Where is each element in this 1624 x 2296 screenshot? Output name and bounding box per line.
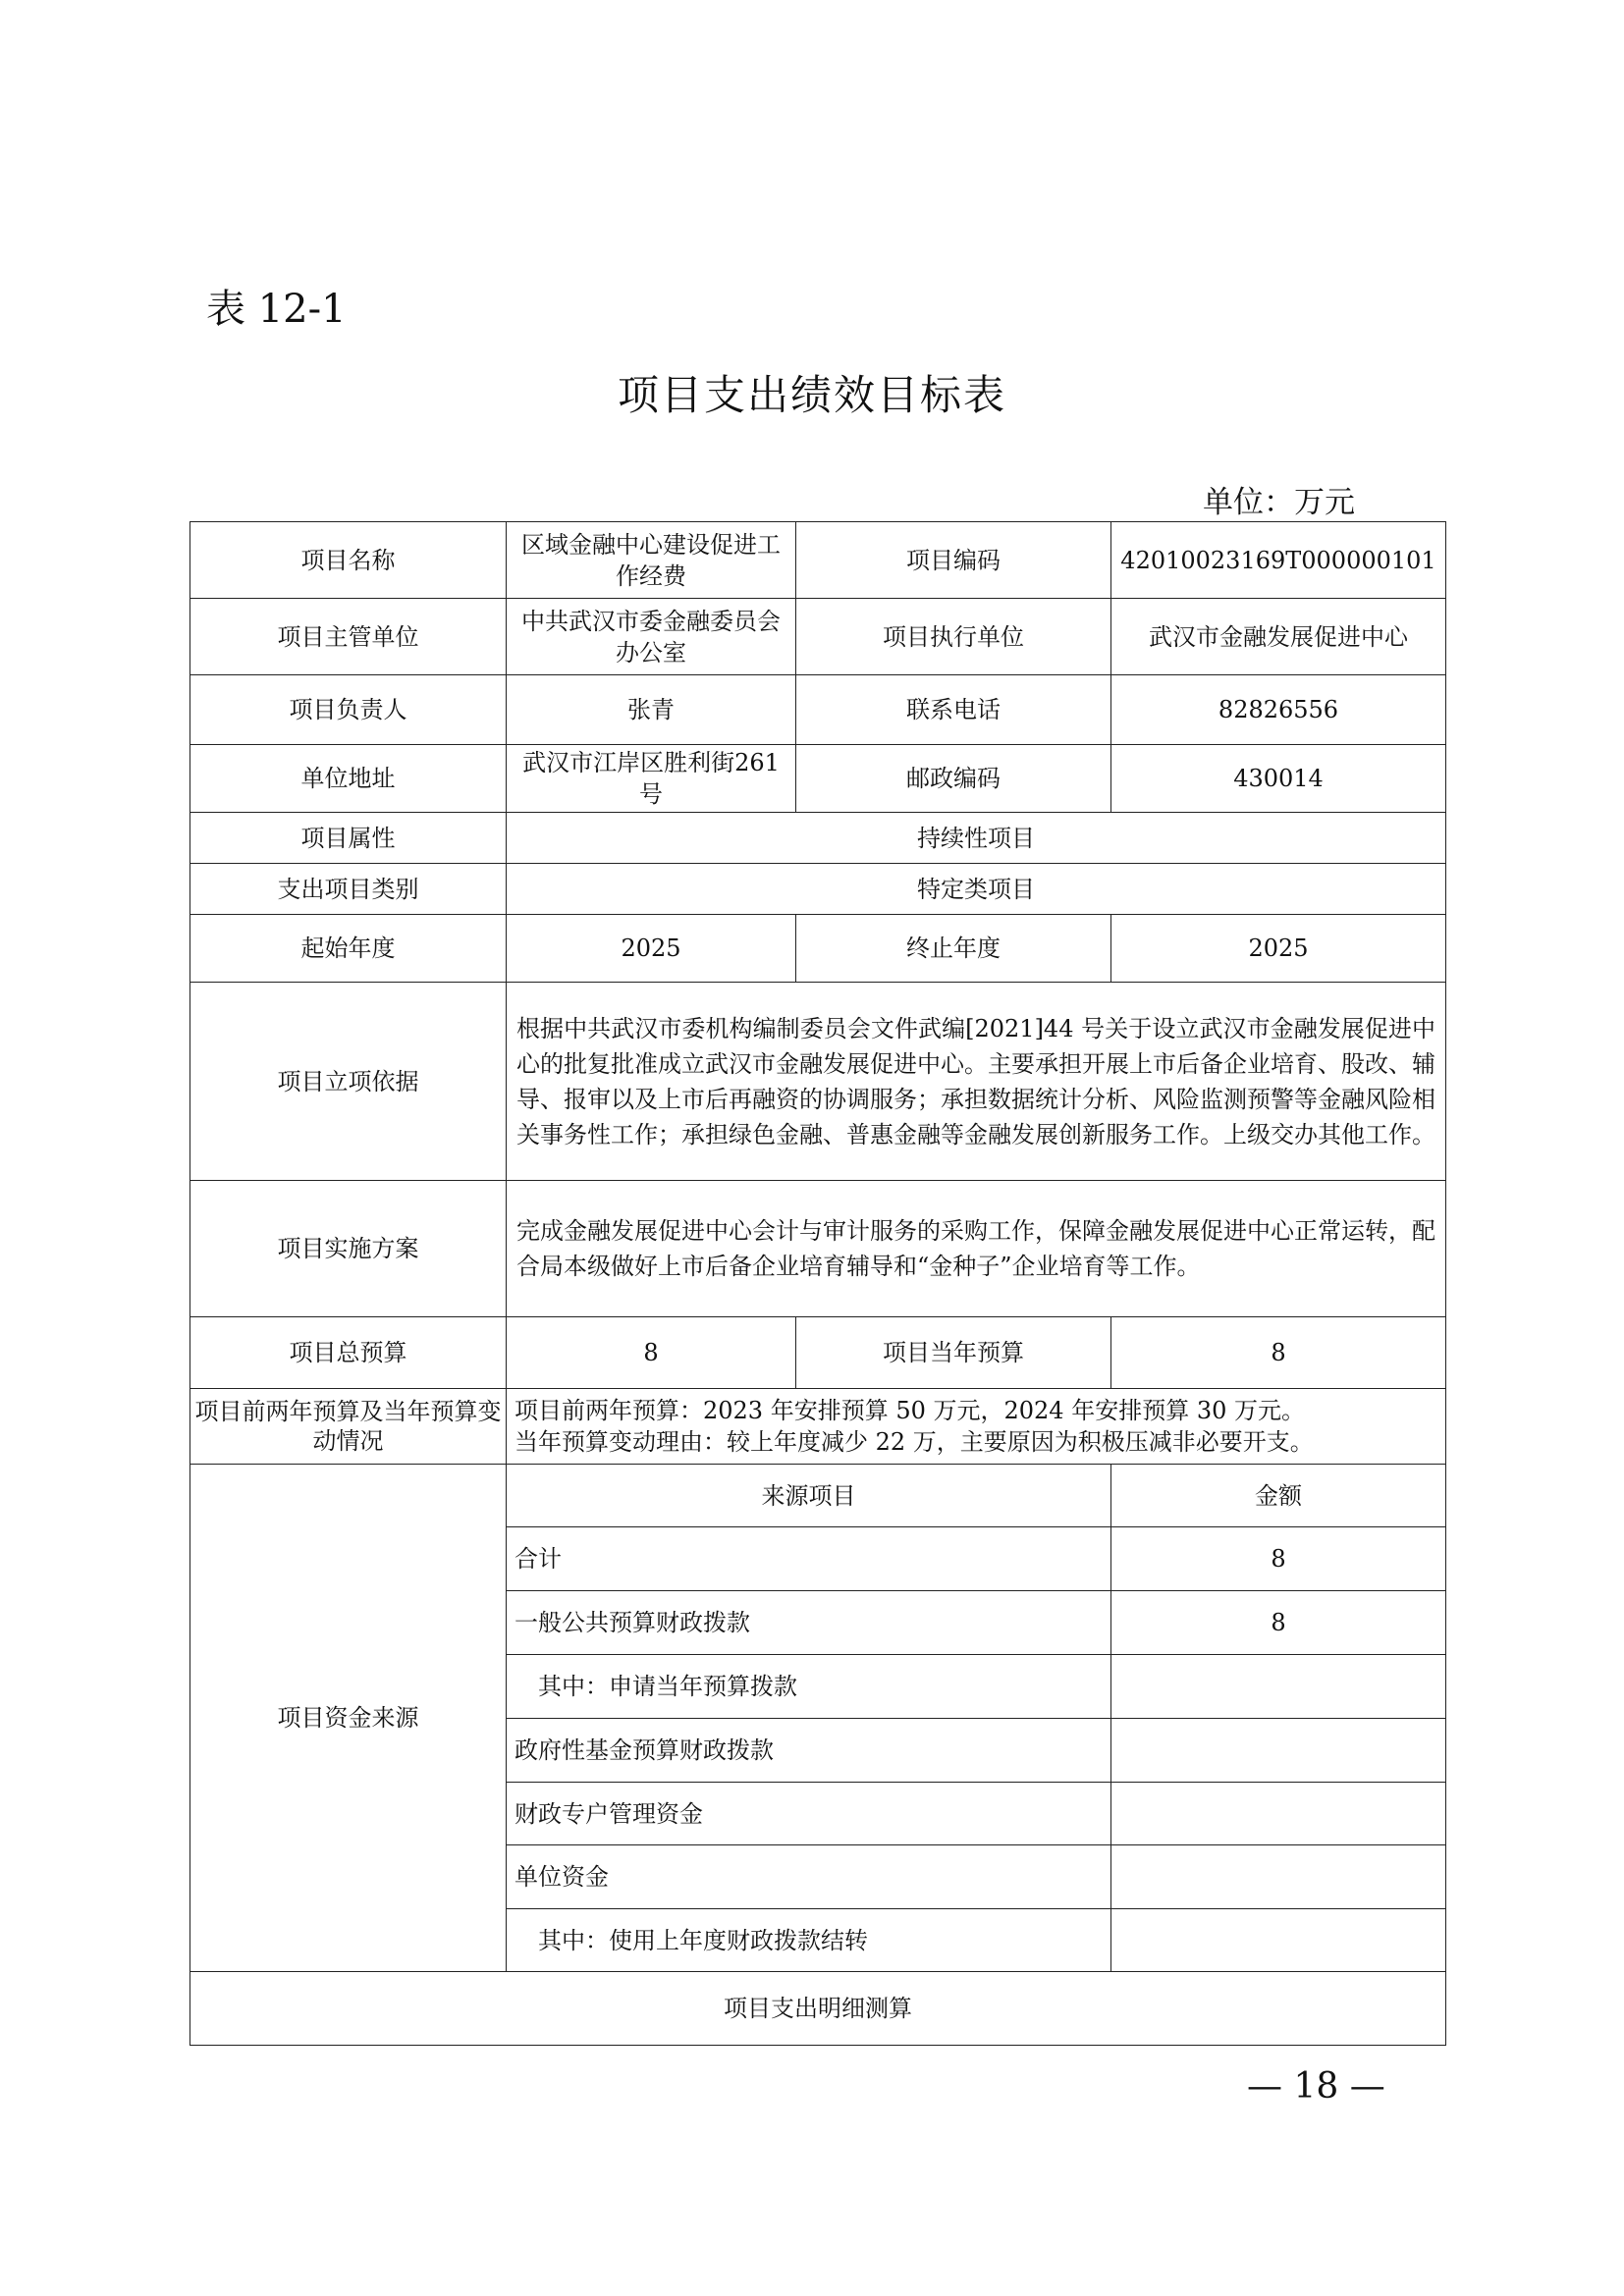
- table-row: [190, 813, 1446, 864]
- funding-item-amount: [1111, 1845, 1446, 1909]
- funding-header-source: 来源项目: [507, 1465, 1111, 1527]
- plan-value: 完成金融发展促进中心会计与审计服务的采购工作，保障金融发展促进中心正常运转，配合局本级做好上市后备企业培育辅导和“金种子”企业培育等工作。: [507, 1181, 1446, 1317]
- table-row: [190, 864, 1446, 915]
- table-row: [190, 599, 1446, 675]
- supervisor-label: 项目主管单位: [190, 599, 507, 675]
- start-year-label: 起始年度: [190, 915, 507, 983]
- leader-label: 项目负责人: [190, 675, 507, 745]
- table-row: [190, 1972, 1446, 2046]
- phone-value: 82826556: [1111, 675, 1446, 745]
- address-value: 武汉市江岸区胜利街261号: [507, 745, 796, 813]
- table-row: [190, 745, 1446, 813]
- budget-change-value: [507, 1389, 1446, 1465]
- attribute-value: 持续性项目: [507, 813, 1446, 864]
- project-name-value: 区域金融中心建设促进工作经费: [507, 522, 796, 599]
- page-number: — 18 —: [1247, 2066, 1385, 2107]
- performance-table: [189, 521, 1446, 2046]
- current-budget-label: 项目当年预算: [796, 1317, 1111, 1389]
- budget-change-label: 项目前两年预算及当年预算变动情况: [190, 1389, 507, 1465]
- funding-item-amount: 8: [1111, 1527, 1446, 1591]
- category-label: 支出项目类别: [190, 864, 507, 915]
- funding-item-name: 财政专户管理资金: [507, 1783, 1111, 1845]
- basis-value: 根据中共武汉市委机构编制委员会文件武编[2021]44 号关于设立武汉市金融发展促进中心的批复批准成立武汉市金融发展促进中心。主要承担开展上市后备企业培育、股改、辅导、报审以及上市后再融资的协调服务；承担数据统计分析、风险监测预警等金融风险相关事务性工作；承担绿色金融、普惠金融等金融发展创新服务工作。上级交办其他工作。: [507, 983, 1446, 1181]
- funding-header-amount: 金额: [1111, 1465, 1446, 1527]
- basis-label: 项目立项依据: [190, 983, 507, 1181]
- executor-value: 武汉市金融发展促进中心: [1111, 599, 1446, 675]
- budget-change-line-1: 项目前两年预算：2023 年安排预算 50 万元，2024 年安排预算 30 万元。: [514, 1397, 1306, 1424]
- address-label: 单位地址: [190, 745, 507, 813]
- funding-item-amount: 8: [1111, 1591, 1446, 1655]
- detail-label: 项目支出明细测算: [190, 1972, 1446, 2046]
- funding-item-name: 一般公共预算财政拨款: [507, 1591, 1111, 1655]
- phone-label: 联系电话: [796, 675, 1111, 745]
- funding-item-name: 其中：申请当年预算拨款: [507, 1655, 1111, 1719]
- executor-label: 项目执行单位: [796, 599, 1111, 675]
- category-value: 特定类项目: [507, 864, 1446, 915]
- project-code-label: 项目编码: [796, 522, 1111, 599]
- table-row: [190, 1465, 1446, 1527]
- total-budget-value: 8: [507, 1317, 796, 1389]
- leader-value: 张青: [507, 675, 796, 745]
- table-row: [190, 675, 1446, 745]
- funding-item-amount: [1111, 1655, 1446, 1719]
- unit-label: 单位：万元: [1203, 485, 1355, 520]
- supervisor-value: 中共武汉市委金融委员会办公室: [507, 599, 796, 675]
- funding-item-name: 其中：使用上年度财政拨款结转: [507, 1909, 1111, 1972]
- postcode-value: 430014: [1111, 745, 1446, 813]
- attribute-label: 项目属性: [190, 813, 507, 864]
- postcode-label: 邮政编码: [796, 745, 1111, 813]
- funding-label: 项目资金来源: [190, 1465, 507, 1972]
- current-budget-value: 8: [1111, 1317, 1446, 1389]
- project-code-value: 42010023169T000000101: [1111, 522, 1446, 599]
- funding-item-amount: [1111, 1909, 1446, 1972]
- table-row: [190, 1389, 1446, 1465]
- funding-item-amount: [1111, 1719, 1446, 1783]
- end-year-value: 2025: [1111, 915, 1446, 983]
- budget-change-line-2: 当年预算变动理由：较上年度减少 22 万，主要原因为积极压减非必要开支。: [514, 1428, 1314, 1456]
- funding-item-name: 合计: [507, 1527, 1111, 1591]
- table-row: [190, 915, 1446, 983]
- page-title: 项目支出绩效目标表: [617, 371, 1006, 419]
- table-row: [190, 983, 1446, 1181]
- table-row: [190, 1181, 1446, 1317]
- funding-item-name: 单位资金: [507, 1845, 1111, 1909]
- table-tag: 表 12-1: [206, 287, 347, 332]
- funding-item-name: 政府性基金预算财政拨款: [507, 1719, 1111, 1783]
- project-name-label: 项目名称: [190, 522, 507, 599]
- funding-item-amount: [1111, 1783, 1446, 1845]
- table-row: [190, 522, 1446, 599]
- start-year-value: 2025: [507, 915, 796, 983]
- end-year-label: 终止年度: [796, 915, 1111, 983]
- total-budget-label: 项目总预算: [190, 1317, 507, 1389]
- plan-label: 项目实施方案: [190, 1181, 507, 1317]
- table-row: [190, 1317, 1446, 1389]
